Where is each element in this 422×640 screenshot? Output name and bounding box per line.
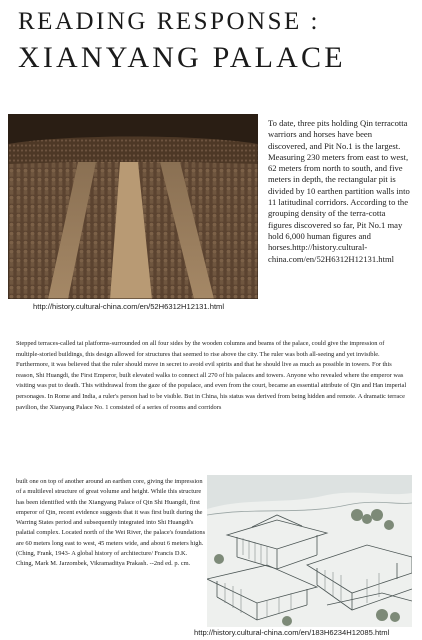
palace-drawing: [207, 475, 412, 627]
photo-caption-url[interactable]: http://history.cultural-china.com/en/52H6312H12131.html: [33, 302, 225, 311]
body-paragraph-continued: built one on top of another around an earthen core, giving the impression of a multilevel structure of great volume and height. While this structure has been identified with the Xiangyang Palace of Qin Shi Huangdi, first emperor of Qin, recent evidence suggests that it was first built during the Warring States period and subsequently integrated into Shi Huangdi's palatial complex. Located north of the Wei River, the palace's foundations are 60 meters long east to west, 45 meters wide, and about 6 meters high. (Ching, Frank, 1943- A global history of architecture/ Francis D.K. Ching, Mark M. Jarzombek, Vikramaditya Prakash. --2nd ed. p. cm.: [16, 478, 206, 568]
intro-paragraph: To date, three pits holding Qin terracotta warriors and horses have been discovered, and Pit No.1 is the largest. Measuring 230 meters from east to west, 62 meters from north to south, and five meters in depth, the rectangular pit is divided by 10 earthen partition walls into 11 latitudinal corridors. According to the grouping density of the terra-cotta figures discovered so far, Pit No.1 may hold 6,000 human figures and horses.http://history.cultural-china.com/en/52H6312H12131.html: [268, 118, 410, 264]
drawing-caption-url[interactable]: http://history.cultural-china.com/en/183H6234H12085.html: [194, 628, 390, 637]
page-title-line-1: READING RESPONSE :: [18, 8, 320, 35]
page-title-line-2: XIANYANG PALACE: [18, 41, 346, 74]
body-paragraph: Stepped terraces-called tai platforms-surrounded on all four sides by the wooden columns and beams of the palace, could give the impression of multiple-storied buildings, this design allowed for structures that seemed to rise above the city. The ruler was both all-seeing and yet invisible. Furthermore, it was believed that the ruler should move in secret to avoid evil spirits and that he should live as much as possible in towers. For this reason, Shi Huangdi, the First Emperor, built elevated walks to connect all 270 of his palaces and towers. Anyone who revealed where the emperor was visiting was put to death. This withdrawal from the gaze of the populace, and even from the court, became an essential attribute of Qin and Han imperial personages. In Rome and India, a ruler's person had to be visible. But in China, his status was derived from being hidden and remote. A dramatic terrace pavilion, the Xianyang Palace No. 1 consisted of a series of rooms and corridors: [16, 340, 407, 411]
terracotta-army-photo: [8, 114, 258, 299]
